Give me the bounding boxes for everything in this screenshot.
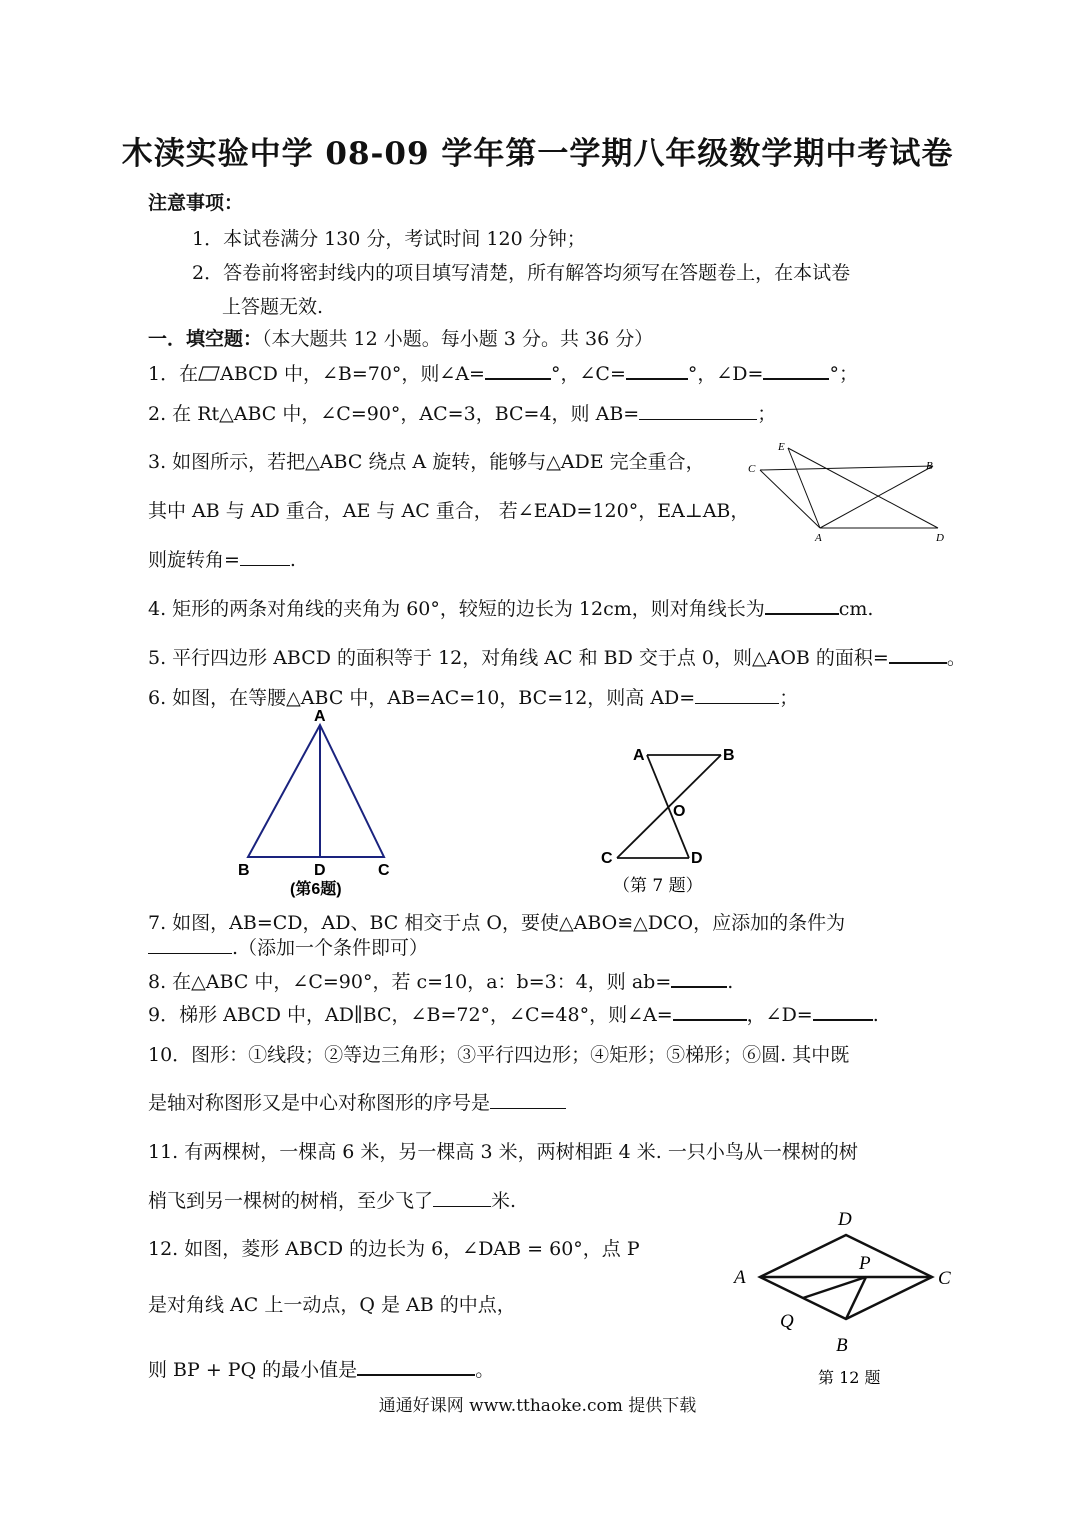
fig12-caption: 第 12 题 bbox=[818, 1368, 881, 1387]
q1-text-d: °，∠D= bbox=[687, 362, 764, 385]
q5-text-a: 5. 平行四边形 ABCD 的面积等于 12，对角线 AC 和 BD 交于点 0，则△AOB 的面积= bbox=[148, 646, 889, 669]
fig12-label-c: C bbox=[938, 1268, 951, 1289]
question-8 bbox=[148, 966, 733, 994]
notice-item-3: 上答题无效. bbox=[222, 296, 324, 318]
question-2 bbox=[148, 399, 776, 426]
question-9 bbox=[148, 999, 879, 1027]
fig3-segment-cb bbox=[760, 466, 933, 470]
fig6-label-d: D bbox=[314, 862, 326, 879]
fig7-label-d: D bbox=[691, 850, 703, 867]
q10-line-2 bbox=[148, 1088, 566, 1115]
q11-blank[interactable] bbox=[433, 1186, 491, 1207]
q3-rotation-figure bbox=[740, 438, 960, 548]
q10-text: 是轴对称图形又是中心对称图形的序号是 bbox=[148, 1092, 491, 1114]
fig3-label-e: E bbox=[778, 441, 785, 453]
q9-text-c: . bbox=[872, 1003, 879, 1026]
page-title: 木渎实验中学 08-09 学年第一学期八年级数学期中考试卷 bbox=[121, 136, 954, 172]
q11-line-1: 11. 有两棵树，一棵高 6 米，另一棵高 3 米，两树相距 4 米. 一只小鸟从一棵树的树 bbox=[148, 1141, 858, 1163]
q8-text-b: . bbox=[727, 970, 734, 993]
q1-text-a: 1．在 bbox=[148, 362, 199, 385]
section-title: 一．填空题： bbox=[148, 328, 263, 350]
q9-blank-d[interactable] bbox=[813, 999, 873, 1021]
q5-blank[interactable] bbox=[889, 642, 947, 664]
q5-text-b: 。 bbox=[946, 646, 966, 669]
q4-blank[interactable] bbox=[765, 593, 839, 615]
q3-text-a: 则旋转角= bbox=[148, 549, 240, 571]
q12-line-1: 12. 如图，菱形 ABCD 的边长为 6，∠DAB = 60°，点 P bbox=[148, 1238, 640, 1260]
fig7-label-b: B bbox=[723, 747, 735, 764]
fig3-segment-ae bbox=[788, 448, 820, 528]
fig7-label-a: A bbox=[633, 747, 645, 764]
q1-text-e: °； bbox=[829, 362, 858, 385]
fig3-segment-ca bbox=[760, 470, 820, 528]
section-desc: （本大题共 12 小题。每小题 3 分。共 36 分） bbox=[262, 328, 654, 350]
q3-line-3 bbox=[148, 545, 296, 572]
q2-text-a: 2. 在 Rt△ABC 中，∠C=90°，AC=3，BC=4，则 AB= bbox=[148, 403, 640, 425]
fig3-label-b: B bbox=[926, 460, 933, 472]
q6-text-a: 6. 如图，在等腰△ABC 中，AB=AC=10，BC=12，则高 AD= bbox=[148, 687, 696, 709]
q11-text-a: 梢飞到另一棵树的树梢，至少飞了 bbox=[148, 1190, 434, 1212]
q4-text-b: cm. bbox=[838, 597, 874, 620]
q12-text-a: 则 BP + PQ 的最小值是 bbox=[148, 1358, 358, 1381]
q3-text-b: . bbox=[289, 549, 296, 571]
fig3-label-d: D bbox=[936, 532, 944, 544]
fig7-caption: （第 7 题） bbox=[613, 876, 703, 896]
fig3-label-c: C bbox=[748, 463, 756, 475]
q12-rhombus-figure bbox=[728, 1205, 968, 1390]
question-1 bbox=[148, 358, 858, 386]
q12-line-3 bbox=[148, 1354, 494, 1382]
fig12-label-p: P bbox=[859, 1253, 871, 1274]
q9-text-b: ，∠D= bbox=[746, 1003, 813, 1026]
q11-text-b: 米. bbox=[491, 1190, 517, 1212]
q6-text-b: ； bbox=[779, 687, 799, 709]
q4-text-a: 4. 矩形的两条对角线的夹角为 60°，较短的边长为 12cm，则对角线长为 bbox=[148, 597, 765, 620]
q12-text-b: 。 bbox=[475, 1358, 495, 1381]
notice-item-1: 1．本试卷满分 130 分，考试时间 120 分钟； bbox=[192, 228, 586, 250]
q8-text-a: 8. 在△ABC 中，∠C=90°，若 c=10，a：b=3：4，则 ab= bbox=[148, 970, 672, 993]
fig3-segment-ed bbox=[788, 448, 938, 528]
q1-blank-d[interactable] bbox=[763, 358, 829, 380]
q1-blank-a[interactable] bbox=[485, 358, 551, 380]
q2-blank[interactable] bbox=[639, 399, 757, 420]
q7-text: .（添加一个条件即可） bbox=[232, 937, 429, 959]
fig6-label-c: C bbox=[378, 862, 390, 879]
q3-line-1: 3. 如图所示，若把△ABC 绕点 A 旋转，能够与△ADE 完全重合， bbox=[148, 451, 705, 473]
q8-blank[interactable] bbox=[671, 966, 727, 988]
q7-line-1: 7. 如图，AB=CD，AD、BC 相交于点 O，要使△ABO≌△DCO，应添加的条件为 bbox=[148, 912, 846, 934]
fig6-label-b: B bbox=[238, 862, 250, 879]
fig6-label-a: A bbox=[314, 708, 326, 725]
fig7-label-c: C bbox=[601, 850, 613, 867]
q7-blank[interactable] bbox=[148, 933, 232, 954]
q9-blank-a[interactable] bbox=[673, 999, 747, 1021]
fig12-label-q: Q bbox=[780, 1311, 794, 1332]
fig3-label-a: A bbox=[815, 532, 822, 544]
fig3-segment-ab bbox=[820, 466, 933, 528]
q3-blank[interactable] bbox=[240, 545, 290, 566]
notice-heading: 注意事项： bbox=[148, 192, 244, 214]
q12-blank[interactable] bbox=[357, 1354, 475, 1376]
fig6-caption: (第6题) bbox=[290, 881, 342, 898]
fig12-label-d: D bbox=[838, 1209, 852, 1230]
q1-text-b: ABCD 中，∠B=70°，则∠A= bbox=[220, 362, 485, 385]
q11-line-2 bbox=[148, 1186, 516, 1213]
notice-item-2: 2．答卷前将密封线内的项目填写清楚，所有解答均须写在答题卷上，在本试卷 bbox=[192, 262, 851, 284]
q10-blank[interactable] bbox=[490, 1088, 566, 1109]
parallelogram-icon bbox=[198, 364, 220, 379]
fig12-label-b: B bbox=[836, 1335, 848, 1356]
fig7-label-o: O bbox=[673, 803, 686, 820]
q6-blank[interactable] bbox=[695, 683, 779, 704]
q10-line-1: 10．图形：①线段；②等边三角形；③平行四边形；④矩形；⑤梯形；⑥圆. 其中既 bbox=[148, 1044, 850, 1066]
q7-line-2 bbox=[148, 933, 428, 960]
q1-blank-c[interactable] bbox=[626, 358, 688, 380]
question-5 bbox=[148, 642, 966, 670]
q12-line-2: 是对角线 AC 上一动点，Q 是 AB 的中点， bbox=[148, 1294, 516, 1316]
fig7-segment-bc bbox=[617, 755, 721, 858]
q9-text-a: 9．梯形 ABCD 中，AD∥BC，∠B=72°，∠C=48°，则∠A= bbox=[148, 1003, 673, 1026]
q2-text-b: ； bbox=[757, 403, 777, 425]
question-4 bbox=[148, 593, 873, 621]
q6-triangle-figure bbox=[230, 705, 410, 900]
fig12-label-a: A bbox=[734, 1267, 746, 1288]
q1-text-c: °，∠C= bbox=[550, 362, 626, 385]
fig6-triangle-abc bbox=[248, 725, 384, 857]
section-heading bbox=[148, 324, 653, 351]
footer-note: 通通好课网 www.tthaoke.com 提供下载 bbox=[378, 1396, 697, 1416]
q7-figure bbox=[595, 740, 745, 900]
q3-line-2: 其中 AB 与 AD 重合，AE 与 AC 重合， 若∠EAD=120°，EA⊥AB， bbox=[148, 500, 750, 522]
